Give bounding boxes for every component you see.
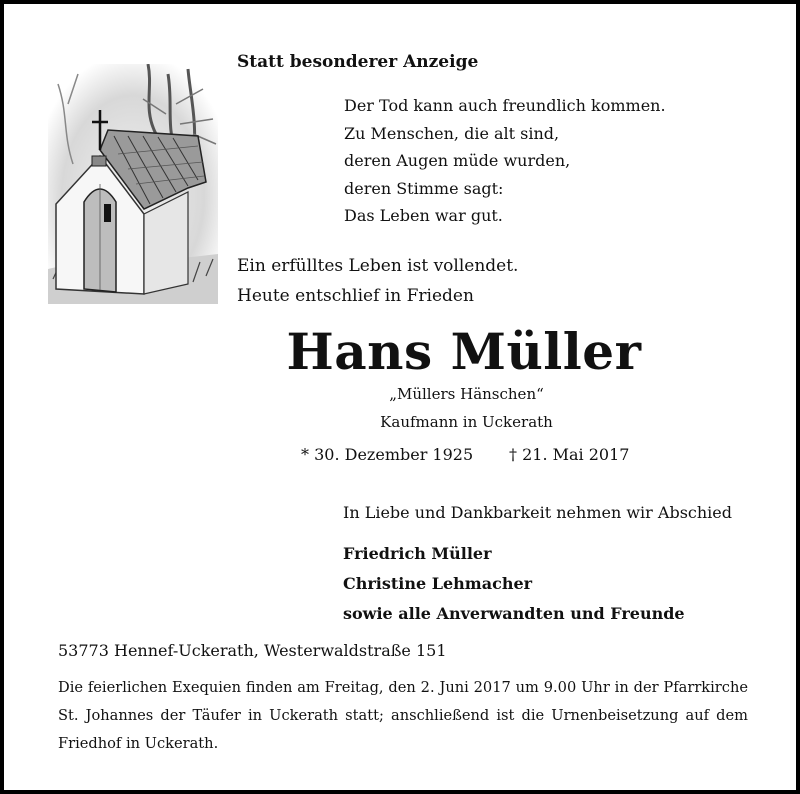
poem-line: Der Tod kann auch freundlich kommen. — [344, 96, 666, 115]
intro-line: Heute entschlief in Frieden — [237, 286, 474, 306]
address: 53773 Hennef-Uckerath, Westerwaldstraße 151 — [58, 641, 447, 660]
intro-text — [237, 251, 518, 311]
headline: Statt besonderer Anzeige — [237, 52, 479, 72]
mourner: Friedrich Müller — [343, 544, 492, 563]
mourners-list — [343, 539, 685, 629]
poem-line: Zu Menschen, die alt sind, — [344, 123, 560, 143]
poem — [344, 92, 666, 230]
chapel-illustration — [48, 64, 218, 304]
deceased-name: Hans Müller — [286, 322, 642, 381]
birth-date: * 30. Dezember 1925 — [301, 445, 474, 464]
poem-line: deren Augen müde wurden, — [344, 151, 571, 170]
mourner: Christine Lehmacher — [343, 574, 533, 593]
deceased-nickname: „Müllers Hänschen“ — [389, 385, 544, 403]
death-date: † 21. Mai 2017 — [509, 445, 630, 464]
poem-line: deren Stimme sagt: — [344, 178, 504, 198]
mourner: sowie alle Anverwandten und Freunde — [343, 604, 685, 623]
farewell-text: In Liebe und Dankbarkeit nehmen wir Abschied — [343, 503, 733, 522]
deceased-profession: Kaufmann in Uckerath — [380, 413, 553, 431]
poem-line: Das Leben war gut. — [344, 206, 503, 225]
intro-line: Ein erfülltes Leben ist vollendet. — [237, 256, 519, 276]
service-details: Die feierlichen Exequien finden am Freitag, den 2. Juni 2017 um 9.00 Uhr in der Pfarrkirche St. Johannes der Täufer in Uckerath statt; anschließend ist die Urnenbeisetzung auf dem Friedhof in Uckerath. — [58, 679, 748, 752]
